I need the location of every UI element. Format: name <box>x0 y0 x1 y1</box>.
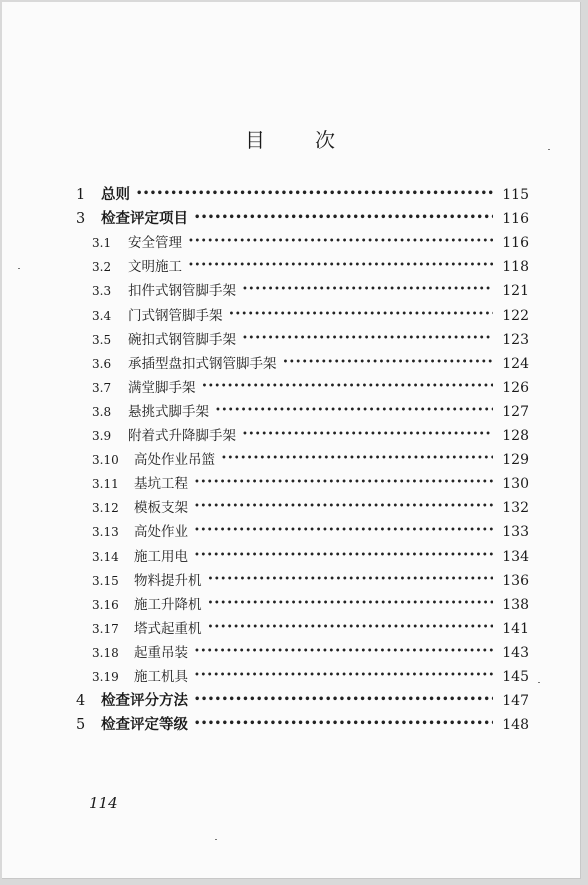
toc-entry-number: 3.3 <box>92 284 112 299</box>
toc-entry-title: 施工机具 <box>134 669 188 685</box>
toc-entry <box>92 472 529 492</box>
toc-entry <box>76 183 529 204</box>
toc-entry <box>92 617 529 637</box>
toc-entry <box>92 569 529 589</box>
toc-entry-page: 143 <box>502 644 529 661</box>
toc-entry-title: 门式钢管脚手架 <box>128 307 223 324</box>
toc-entry-title: 物料提升机 <box>134 572 202 589</box>
dot-leader <box>202 381 494 392</box>
toc-entry-page: 124 <box>502 355 529 372</box>
toc-entry <box>92 400 529 420</box>
toc-entry-number: 3.2 <box>92 260 112 275</box>
toc-entry <box>92 448 529 468</box>
toc-entry <box>76 689 529 710</box>
toc-entry-page: 132 <box>502 500 529 517</box>
toc-entry-page: 145 <box>502 669 529 685</box>
toc-entry <box>92 424 529 444</box>
toc-entry <box>92 545 529 565</box>
dot-leader <box>194 477 493 488</box>
scan-speck <box>548 149 550 150</box>
toc-entry <box>92 304 529 324</box>
toc-entry-title: 文明施工 <box>128 259 182 276</box>
toc-entry <box>92 352 529 372</box>
toc-entry-number: 3.16 <box>92 597 119 612</box>
toc-entry-page: 141 <box>502 620 529 637</box>
dot-leader <box>194 670 493 681</box>
dot-leader <box>208 574 494 585</box>
scan-speck <box>18 268 20 269</box>
toc-entry-number: 3.7 <box>92 380 112 395</box>
toc-entry-page: 136 <box>502 572 529 589</box>
toc-entry <box>92 593 529 613</box>
toc-entry-page: 126 <box>502 379 529 396</box>
dot-leader <box>215 405 493 416</box>
toc-entry-title: 检查评定项目 <box>101 210 188 228</box>
page-number: 114 <box>89 794 118 812</box>
toc-entry <box>92 641 529 661</box>
toc-entry-page: 118 <box>502 259 529 276</box>
toc-entry <box>76 207 529 228</box>
dot-leader <box>208 598 494 609</box>
toc-entry-page: 116 <box>502 211 529 228</box>
toc-entry-page: 122 <box>502 307 529 324</box>
toc-entry <box>76 713 529 734</box>
toc-entry-title: 检查评定等级 <box>101 716 188 734</box>
toc-entry-title: 总则 <box>101 186 130 203</box>
toc-entry-page: 123 <box>502 331 529 348</box>
toc-entry-number: 3 <box>76 211 86 228</box>
toc-entry-title: 扣件式钢管脚手架 <box>128 283 236 300</box>
toc-entry-title: 安全管理 <box>128 235 182 252</box>
dot-leader <box>194 501 493 512</box>
toc-entry-title: 施工升降机 <box>134 596 202 613</box>
toc-entry-number: 3.13 <box>92 525 119 540</box>
toc-entry-number: 3.19 <box>92 670 119 684</box>
dot-leader <box>242 333 493 344</box>
toc-entry-page: 121 <box>502 283 529 300</box>
toc-entry <box>92 520 529 540</box>
toc-entry-number: 3.4 <box>92 308 112 323</box>
toc-entry-title: 满堂脚手架 <box>128 379 196 396</box>
toc-entry-title: 高处作业 <box>134 524 188 541</box>
toc-entry-page: 116 <box>502 235 529 252</box>
toc-title-char-1: 目 <box>245 128 267 152</box>
toc-entry-page: 147 <box>502 693 529 710</box>
toc-entry-number: 3.15 <box>92 573 119 588</box>
toc-entry <box>92 279 529 299</box>
scan-speck <box>215 839 217 840</box>
dot-leader <box>194 212 493 223</box>
dot-leader <box>283 357 494 368</box>
toc-entry-number: 3.10 <box>92 453 119 468</box>
toc-entry-number: 3.5 <box>92 332 112 347</box>
toc-entry-page: 130 <box>502 476 529 493</box>
toc-entry-number: 3.12 <box>92 501 119 516</box>
toc-entry <box>92 231 529 251</box>
toc-entry-title: 施工用电 <box>134 548 188 565</box>
dot-leader <box>194 646 493 657</box>
toc-entry-page: 129 <box>502 452 529 469</box>
dot-leader <box>242 284 493 295</box>
toc-entry-title: 塔式起重机 <box>134 620 202 637</box>
toc-entry-page: 138 <box>502 596 529 613</box>
dot-leader <box>221 453 493 464</box>
toc-entry <box>92 376 529 396</box>
toc-entry-title: 检查评分方法 <box>101 692 188 710</box>
dot-leader <box>194 718 493 729</box>
dot-leader <box>188 260 493 271</box>
toc-entry <box>92 496 529 516</box>
dot-leader <box>194 694 493 705</box>
document-page <box>2 2 581 879</box>
dot-leader <box>242 429 493 440</box>
toc-entry-number: 3.9 <box>92 429 112 443</box>
toc-entry-number: 1 <box>76 187 86 203</box>
toc-entry-number: 5 <box>76 717 86 734</box>
toc-entry <box>92 328 529 348</box>
toc-entry <box>92 665 529 685</box>
toc-entry-title: 高处作业吊篮 <box>134 452 215 469</box>
toc-entry <box>92 255 529 275</box>
dot-leader <box>208 622 494 633</box>
dot-leader <box>188 236 493 247</box>
dot-leader <box>229 309 494 320</box>
toc-entry-title: 基坑工程 <box>134 476 188 493</box>
toc-entry-number: 3.6 <box>92 356 112 371</box>
toc-entry-number: 3.1 <box>92 236 112 251</box>
toc-entry-number: 3.18 <box>92 645 119 660</box>
toc-entry-number: 3.14 <box>92 549 119 564</box>
toc-entry-page: 127 <box>502 403 529 420</box>
toc-entry-title: 承插型盘扣式钢管脚手架 <box>128 355 277 372</box>
toc-entry-page: 128 <box>502 428 529 444</box>
toc-entry-title: 附着式升降脚手架 <box>128 428 236 444</box>
toc-title <box>2 124 580 153</box>
dot-leader <box>136 188 493 199</box>
toc-entry-title: 起重吊装 <box>134 644 188 661</box>
toc-entry-title: 碗扣式钢管脚手架 <box>128 331 236 348</box>
toc-entry-number: 4 <box>76 693 86 710</box>
dot-leader <box>194 550 493 561</box>
scan-speck <box>538 682 540 683</box>
toc-entry-page: 133 <box>502 524 529 541</box>
dot-leader <box>194 525 493 536</box>
toc-entry-number: 3.8 <box>92 404 112 419</box>
toc-entry-number: 3.17 <box>92 621 119 636</box>
toc-entry-number: 3.11 <box>92 477 119 492</box>
toc-entry-title: 模板支架 <box>134 500 188 517</box>
toc-title-char-2: 次 <box>315 128 337 152</box>
toc-entry-page: 134 <box>502 548 529 565</box>
toc-entry-title: 悬挑式脚手架 <box>128 403 209 420</box>
toc-entry-page: 115 <box>502 187 529 203</box>
toc-entry-page: 148 <box>502 717 529 734</box>
